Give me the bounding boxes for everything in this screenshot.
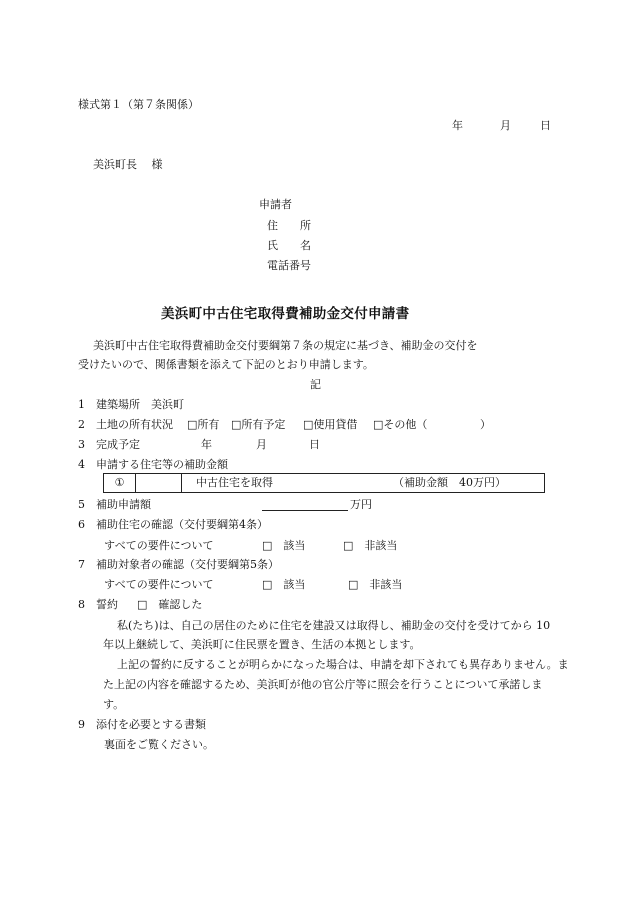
item-4-number: 4 xyxy=(78,458,85,471)
item-7-label: 補助対象者の確認（交付要綱第5条） xyxy=(96,558,279,571)
item-9-number: 9 xyxy=(78,718,85,731)
land-planned-checkbox[interactable]: □所有予定 xyxy=(231,418,286,431)
intro-line-1: 美浜町中古住宅取得費補助金交付要綱第７条の規定に基づき、補助金の交付を xyxy=(93,339,478,352)
document-title: 美浜町中古住宅取得費補助金交付申請書 xyxy=(161,306,410,322)
item-7-yes-checkbox[interactable]: □ 該当 xyxy=(262,578,306,591)
item-3-number: 3 xyxy=(78,438,85,451)
item-4-label: 申請する住宅等の補助金額 xyxy=(96,458,228,471)
addressee: 美浜町長 様 xyxy=(93,158,163,171)
subsidy-row-description: 中古住宅を取得 xyxy=(196,476,273,489)
completion-month: 月 xyxy=(256,438,267,451)
date-day: 日 xyxy=(540,119,551,132)
completion-year: 年 xyxy=(201,438,212,451)
item-7-number: 7 xyxy=(78,558,85,571)
item-9-label: 添付を必要とする書類 xyxy=(96,718,206,731)
applicant-address: 住 所 xyxy=(267,219,311,232)
subsidy-amount-input[interactable] xyxy=(262,510,348,511)
subsidy-table xyxy=(103,473,545,493)
item-2-number: 2 xyxy=(78,418,85,431)
pledge-confirm-checkbox[interactable]: □ 確認した xyxy=(137,598,203,611)
date-year: 年 xyxy=(452,119,463,132)
subsidy-row-cell xyxy=(182,474,544,492)
item-6-no-checkbox[interactable]: □ 非該当 xyxy=(343,539,398,552)
item-1-number: 1 xyxy=(78,398,85,411)
item-6-number: 6 xyxy=(78,518,85,531)
item-5-number: 5 xyxy=(78,498,85,511)
item-3-label: 完成予定 xyxy=(96,438,140,451)
item-2-label: 土地の所有状況 xyxy=(96,418,173,431)
item-5-label: 補助申請額 xyxy=(96,498,151,511)
applicant-name: 氏 名 xyxy=(267,239,311,252)
pledge-p1-line-1: 私(たち)は、自己の居住のために住宅を建設又は取得し、補助金の交付を受けてから 10 xyxy=(117,619,551,632)
pledge-p2-line-2: た上記の内容を確認するため、美浜町が他の官公庁等に照会を行うことについて承諾しま xyxy=(103,678,543,691)
land-other-close: ） xyxy=(480,418,491,431)
item-6-yes-checkbox[interactable]: □ 該当 xyxy=(262,539,306,552)
subsidy-row-blank[interactable] xyxy=(136,474,182,492)
item-9-sub: 裏面をご覧ください。 xyxy=(104,738,214,751)
completion-day: 日 xyxy=(309,438,320,451)
item-7-sub: すべての要件について xyxy=(104,578,214,591)
applicant-phone: 電話番号 xyxy=(267,259,311,272)
pledge-p1-line-2: 年以上継続して、美浜町に住民票を置き、生活の本拠とします。 xyxy=(103,638,421,651)
land-owned-checkbox[interactable]: □所有 xyxy=(187,418,220,431)
ki-label: 記 xyxy=(310,378,321,391)
item-7-no-checkbox[interactable]: □ 非該当 xyxy=(348,578,403,591)
item-8-number: 8 xyxy=(78,598,85,611)
item-1-text: 建築場所 美浜町 xyxy=(96,398,184,411)
item-6-sub: すべての要件について xyxy=(104,539,214,552)
intro-line-2: 受けたいので、関係書類を添えて下記のとおり申請します。 xyxy=(78,358,374,371)
land-other-checkbox[interactable]: □その他（ xyxy=(373,418,428,431)
applicant-label: 申請者 xyxy=(259,198,292,211)
subsidy-amount-unit: 万円 xyxy=(350,498,372,511)
date-month: 月 xyxy=(500,119,511,132)
land-loan-checkbox[interactable]: □使用貸借 xyxy=(303,418,358,431)
subsidy-row-amount: （補助金額 40万円） xyxy=(393,476,506,489)
pledge-p2-line-1: 上記の誓約に反することが明らかになった場合は、申請を却下されても異存ありません。ま xyxy=(117,658,569,671)
item-8-label: 誓約 xyxy=(96,598,118,611)
pledge-p2-line-3: す。 xyxy=(103,698,125,711)
subsidy-row-mark: ① xyxy=(104,474,136,492)
form-number: 様式第１（第７条関係） xyxy=(78,98,199,111)
item-6-label: 補助住宅の確認（交付要綱第4条） xyxy=(96,518,268,531)
